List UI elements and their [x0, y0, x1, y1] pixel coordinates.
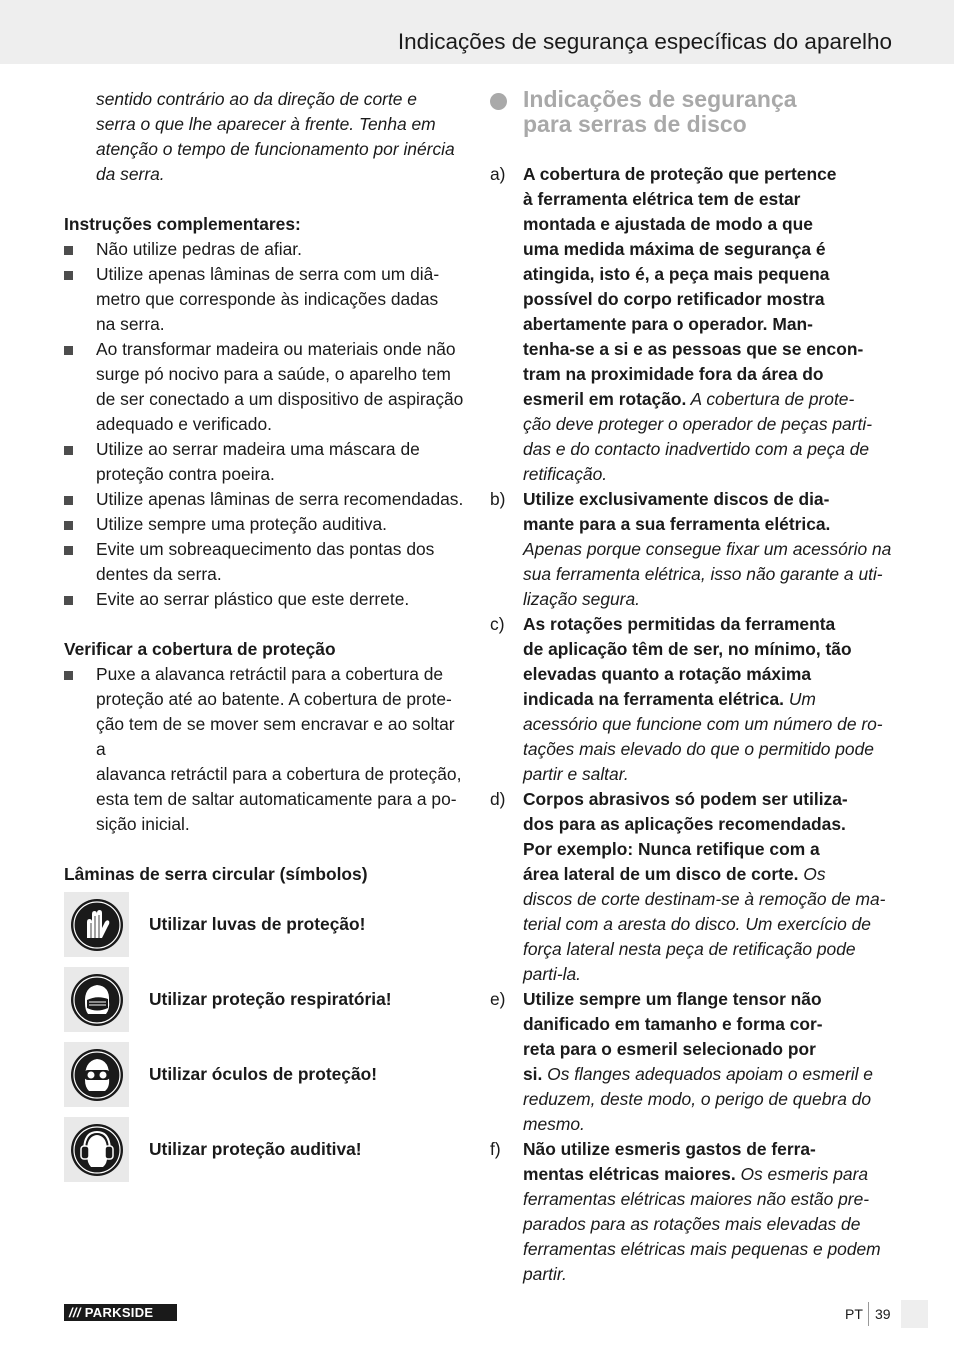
list-line: Ao transformar madeira ou materiais onde não — [96, 339, 456, 359]
intro-line: sentido contrário ao da direção de corte e — [96, 89, 417, 109]
italic-line: parti-la. — [523, 964, 581, 984]
list-item — [64, 662, 464, 837]
italic-line: sua ferramenta elétrica, isso não garante a uti- — [523, 564, 883, 584]
symbol-label: Utilizar proteção respiratória! — [149, 989, 392, 1009]
list-line: na serra. — [96, 314, 165, 334]
item-label: f) — [490, 1139, 501, 1159]
list-line: sição inicial. — [96, 814, 190, 834]
gloves-icon — [64, 892, 129, 957]
list-item — [64, 262, 464, 337]
mixed-line — [523, 1162, 894, 1187]
list-line: metro que corresponde às indicações dadas — [96, 289, 439, 309]
bold-line: tram na proximidade fora da área do — [523, 364, 824, 384]
bold-line: abertamente para o operador. Man- — [523, 314, 813, 334]
item-label: d) — [490, 789, 506, 809]
mixed-line — [523, 387, 894, 412]
safety-item — [490, 787, 894, 987]
bold-line: à ferramenta elétrica tem de estar — [523, 189, 801, 209]
bold-line: As rotações permitidas da ferramenta — [523, 614, 836, 634]
safety-item — [490, 987, 894, 1137]
bold-line: Corpos abrasivos só podem ser utiliza- — [523, 789, 848, 809]
section-title-line: para serras de disco — [523, 111, 747, 137]
section-title — [490, 87, 894, 137]
intro-line: da serra. — [96, 164, 165, 184]
list-line: Utilize ao serrar madeira uma máscara de — [96, 439, 420, 459]
list-line: proteção até ao batente. A cobertura de prote- — [96, 689, 452, 709]
italic-line: partir e saltar. — [523, 764, 629, 784]
italic-line: mesmo. — [523, 1114, 585, 1134]
brand-slashes: /// — [69, 1305, 81, 1320]
list-line: surge pó nocivo para a saúde, o aparelho tem — [96, 364, 451, 384]
complementary-list — [64, 237, 464, 612]
mixed-bold-text: área lateral de um disco de corte. — [523, 864, 799, 884]
italic-line: retificação. — [523, 464, 608, 484]
safety-item — [490, 1137, 894, 1287]
mixed-bold-text: esmeril em rotação. — [523, 389, 687, 409]
symbol-row — [64, 1117, 464, 1182]
mixed-italic-text: Os — [798, 864, 826, 884]
italic-line: ferramentas elétricas mais pequenas e podem — [523, 1239, 881, 1259]
mixed-line — [523, 1062, 894, 1087]
list-item — [64, 337, 464, 437]
safety-list — [490, 162, 894, 1287]
mixed-italic-text: Os flanges adequados apoiam o esmeril e — [542, 1064, 873, 1084]
brand-logo — [64, 1304, 177, 1321]
italic-line: ferramentas elétricas maiores não estão pre- — [523, 1189, 870, 1209]
bold-line: dos para as aplicações recomendadas. — [523, 814, 846, 834]
section-bullet-icon — [490, 93, 507, 110]
list-line: alavanca retráctil para a cobertura de proteção, — [96, 764, 462, 784]
bullet-square-icon — [64, 546, 73, 555]
ear-protection-icon — [64, 1117, 129, 1182]
bold-line: danificado em tamanho e forma cor- — [523, 1014, 823, 1034]
list-line: Utilize sempre uma proteção auditiva. — [96, 514, 387, 534]
list-item — [64, 512, 464, 537]
bold-line: atingida, isto é, a peça mais pequena — [523, 264, 830, 284]
list-line: Evite um sobreaquecimento das pontas dos — [96, 539, 435, 559]
italic-line: partir. — [523, 1264, 567, 1284]
symbol-label: Utilizar proteção auditiva! — [149, 1139, 362, 1159]
safety-item — [490, 162, 894, 487]
list-line: dentes da serra. — [96, 564, 222, 584]
safety-item — [490, 612, 894, 787]
bullet-square-icon — [64, 496, 73, 505]
mixed-line — [523, 862, 894, 887]
list-line: Não utilize pedras de afiar. — [96, 239, 302, 259]
italic-line: terial com a aresta do disco. Um exercício de — [523, 914, 871, 934]
intro-paragraph — [64, 87, 464, 187]
bullet-square-icon — [64, 521, 73, 530]
bold-line: montada e ajustada de modo a que — [523, 214, 813, 234]
footer-tab — [901, 1300, 928, 1328]
goggles-icon — [64, 1042, 129, 1107]
bold-line: elevadas quanto a rotação máxima — [523, 664, 812, 684]
bullet-square-icon — [64, 346, 73, 355]
bullet-square-icon — [64, 446, 73, 455]
bold-line: Não utilize esmeris gastos de ferra- — [523, 1139, 816, 1159]
complementary-heading: Instruções complementares: — [64, 214, 301, 234]
list-item — [64, 537, 464, 587]
right-column — [490, 87, 894, 1287]
bold-line: A cobertura de proteção que pertence — [523, 164, 837, 184]
safety-item — [490, 487, 894, 612]
list-line: Utilize apenas lâminas de serra recomendadas. — [96, 489, 464, 509]
bold-line: Utilize exclusivamente discos de dia- — [523, 489, 830, 509]
symbol-label: Utilizar luvas de proteção! — [149, 914, 366, 934]
list-line: esta tem de saltar automaticamente para a po- — [96, 789, 457, 809]
bold-line: Utilize sempre um flange tensor não — [523, 989, 822, 1009]
item-label: c) — [490, 614, 505, 634]
mixed-italic-text: Um — [783, 689, 816, 709]
bullet-square-icon — [64, 596, 73, 605]
list-line: Evite ao serrar plástico que este derrete. — [96, 589, 410, 609]
list-line: ção tem de se mover sem encravar e ao soltar a — [96, 714, 455, 759]
bullet-square-icon — [64, 246, 73, 255]
symbols-heading: Lâminas de serra circular (símbolos) — [64, 864, 368, 884]
page-title: Indicações de segurança específicas do aparelho — [397, 29, 892, 54]
mixed-italic-text: Os esmeris para — [735, 1164, 869, 1184]
italic-line: discos de corte destinam-se à remoção de ma- — [523, 889, 886, 909]
list-line: adequado e verificado. — [96, 414, 272, 434]
bold-line: reta para o esmeril selecionado por — [523, 1039, 816, 1059]
list-line: de ser conectado a um dispositivo de aspiração — [96, 389, 464, 409]
italic-line: força lateral nesta peça de retificação pode — [523, 939, 856, 959]
bold-line: tenha-se a si e as pessoas que se encon- — [523, 339, 864, 359]
symbol-row — [64, 1042, 464, 1107]
page-number: 39 — [875, 1306, 891, 1322]
list-item — [64, 487, 464, 512]
intro-line: atenção o tempo de funcionamento por inércia — [96, 139, 455, 159]
list-line: Utilize apenas lâminas de serra com um diâ- — [96, 264, 440, 284]
list-item — [64, 587, 464, 612]
italic-line: ção deve proteger o operador de peças parti- — [523, 414, 873, 434]
respirator-icon — [64, 967, 129, 1032]
footer-divider — [868, 1302, 869, 1326]
bold-line: uma medida máxima de segurança é — [523, 239, 826, 259]
language-code: PT — [845, 1306, 863, 1322]
brand-name: PARKSIDE — [84, 1305, 154, 1320]
bold-line: mante para a sua ferramenta elétrica. — [523, 514, 831, 534]
italic-line: tações mais elevado do que o permitido pode — [523, 739, 874, 759]
italic-line: parados para as rotações mais elevadas de — [523, 1214, 861, 1234]
symbol-label: Utilizar óculos de proteção! — [149, 1064, 378, 1084]
item-label: a) — [490, 164, 506, 184]
mixed-italic-text: A cobertura de prote- — [686, 389, 855, 409]
intro-line: serra o que lhe aparecer à frente. Tenha em — [96, 114, 436, 134]
bullet-square-icon — [64, 671, 73, 680]
italic-line: das e do contacto inadvertido com a peça de — [523, 439, 870, 459]
italic-line: Apenas porque consegue fixar um acessório na — [523, 539, 892, 559]
mixed-bold-text: indicada na ferramenta elétrica. — [523, 689, 784, 709]
mixed-bold-text: mentas elétricas maiores. — [523, 1164, 736, 1184]
bold-line: Por exemplo: Nunca retifique com a — [523, 839, 820, 859]
bold-line: de aplicação têm de ser, no mínimo, tão — [523, 639, 852, 659]
verify-heading: Verificar a cobertura de proteção — [64, 639, 336, 659]
italic-line: acessório que funcione com um número de ro- — [523, 714, 883, 734]
list-item — [64, 237, 464, 262]
section-title-line: Indicações de segurança — [523, 86, 797, 112]
mixed-line — [523, 687, 894, 712]
list-line: Puxe a alavanca retráctil para a cobertura de — [96, 664, 444, 684]
item-label: b) — [490, 489, 506, 509]
left-column — [64, 87, 464, 1192]
mixed-bold-text: si. — [523, 1064, 543, 1084]
bold-line: possível do corpo retificador mostra — [523, 289, 825, 309]
list-item — [64, 437, 464, 487]
symbol-row — [64, 967, 464, 1032]
item-label: e) — [490, 989, 506, 1009]
symbol-row — [64, 892, 464, 957]
bullet-square-icon — [64, 271, 73, 280]
italic-line: reduzem, deste modo, o perigo de quebra do — [523, 1089, 872, 1109]
list-line: proteção contra poeira. — [96, 464, 275, 484]
italic-line: lização segura. — [523, 589, 640, 609]
